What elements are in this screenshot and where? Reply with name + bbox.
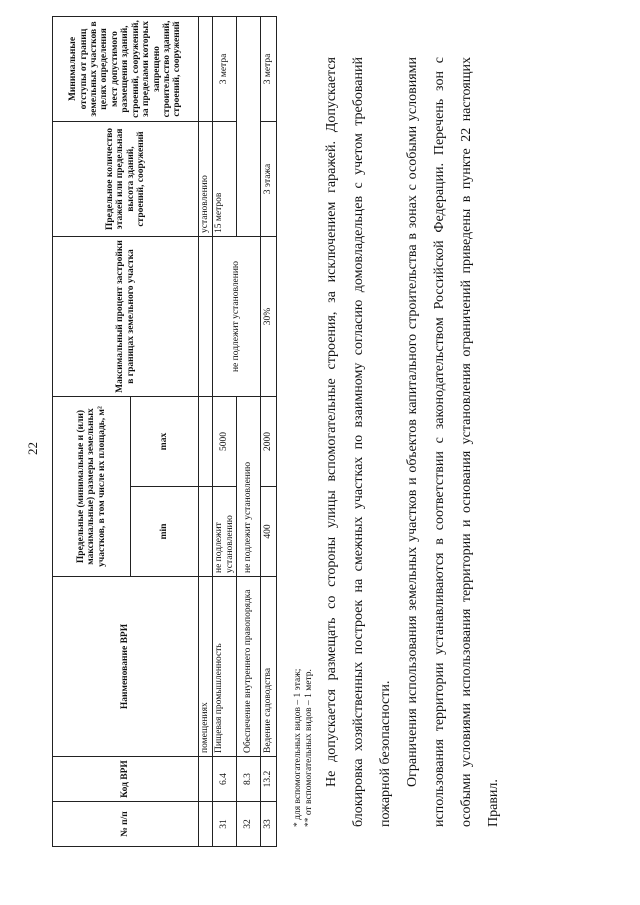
row-min-cell: не подлежит установлению xyxy=(213,487,237,577)
row-min-max-cell: не подлежит установлению xyxy=(237,397,261,577)
header-size-group: Предельные (минимальные и (или) максимальные) размеры земельных участков, в том числе их площадь, м² xyxy=(53,397,131,577)
row-setback-cell: 3 метра xyxy=(261,17,277,122)
row-code-cell: 13.2 xyxy=(261,757,277,802)
row-floors-setback-cell xyxy=(237,17,261,237)
row-name-cell: Обеспечение внутреннего правопорядка xyxy=(237,577,261,757)
paragraph: Ограничения использования земельных участков и объектов капитального строительства в зонах с особыми условиями использования территории устанавливаются в соответствии с законодательством Российской Федерации. Перечень зон с особыми условиями использования территории и основания установления ограничений приведены в пункте 22 настоящих Правил. xyxy=(405,57,501,827)
table-row xyxy=(261,17,277,847)
paragraph: Не допускается размещать со стороны улицы вспомогательные строения, за исключением гаражей. Допускается блокировка хозяйственных построек на смежных участках по взаимному согласию домовладельцев с учетом требований пожарной безопасности. xyxy=(324,57,393,827)
header-num: № п/п xyxy=(53,802,199,847)
header-floors: Предельное количество этажей или предельная высота зданий, строений, сооружений xyxy=(53,122,199,237)
header-name: Наименование ВРИ xyxy=(53,577,199,757)
land-use-table xyxy=(52,16,277,847)
row-percent-cell: 30% xyxy=(261,237,277,397)
header-setback: Минимальные отступы от границ земельных участков в целях определения мест допустимого размещения зданий, строений, сооружений, за пределами которых запрещено строительство зданий, строений, сооружений xyxy=(53,17,199,122)
row-min-cell: 400 xyxy=(261,487,277,577)
footnote-2: ** от вспомогательных видов – 1 метр. xyxy=(303,669,314,827)
header-code: Код ВРИ xyxy=(53,757,199,802)
table-row xyxy=(199,17,213,847)
row-num-cell: 33 xyxy=(261,802,277,847)
row-name-cell: Пищевая промышленность xyxy=(213,577,237,757)
row-name-cell: Ведение садоводства xyxy=(261,577,277,757)
row-max-cell: 2000 xyxy=(261,397,277,487)
row-floors-cell: 15 метров xyxy=(213,122,237,237)
body-text xyxy=(318,57,507,827)
row-setback-cell: 3 метра xyxy=(213,17,237,122)
row-num-cell: 31 xyxy=(213,802,237,847)
header-max: max xyxy=(131,397,199,487)
row-max-cell: 5000 xyxy=(213,397,237,487)
header-percent: Максимальный процент застройки в границах земельного участка xyxy=(53,237,199,397)
footnote-1: * для вспомогательных видов – 1 этаж; xyxy=(293,668,303,827)
table-header-row xyxy=(53,17,131,847)
page-number: 22 xyxy=(25,442,40,455)
row-code-cell: 8.3 xyxy=(237,757,261,802)
continuation-cell: помещениях xyxy=(199,577,213,757)
table-footnotes xyxy=(293,669,315,827)
floors-row-top-cell: установлению xyxy=(199,122,213,237)
table-row xyxy=(213,17,237,847)
row-code-cell: 6.4 xyxy=(213,757,237,802)
row-percent-cell: не подлежит установлению xyxy=(213,237,261,397)
row-floors-cell: 3 этажа xyxy=(261,122,277,237)
table-row xyxy=(237,17,261,847)
header-min: min xyxy=(131,487,199,577)
row-num-cell: 32 xyxy=(237,802,261,847)
